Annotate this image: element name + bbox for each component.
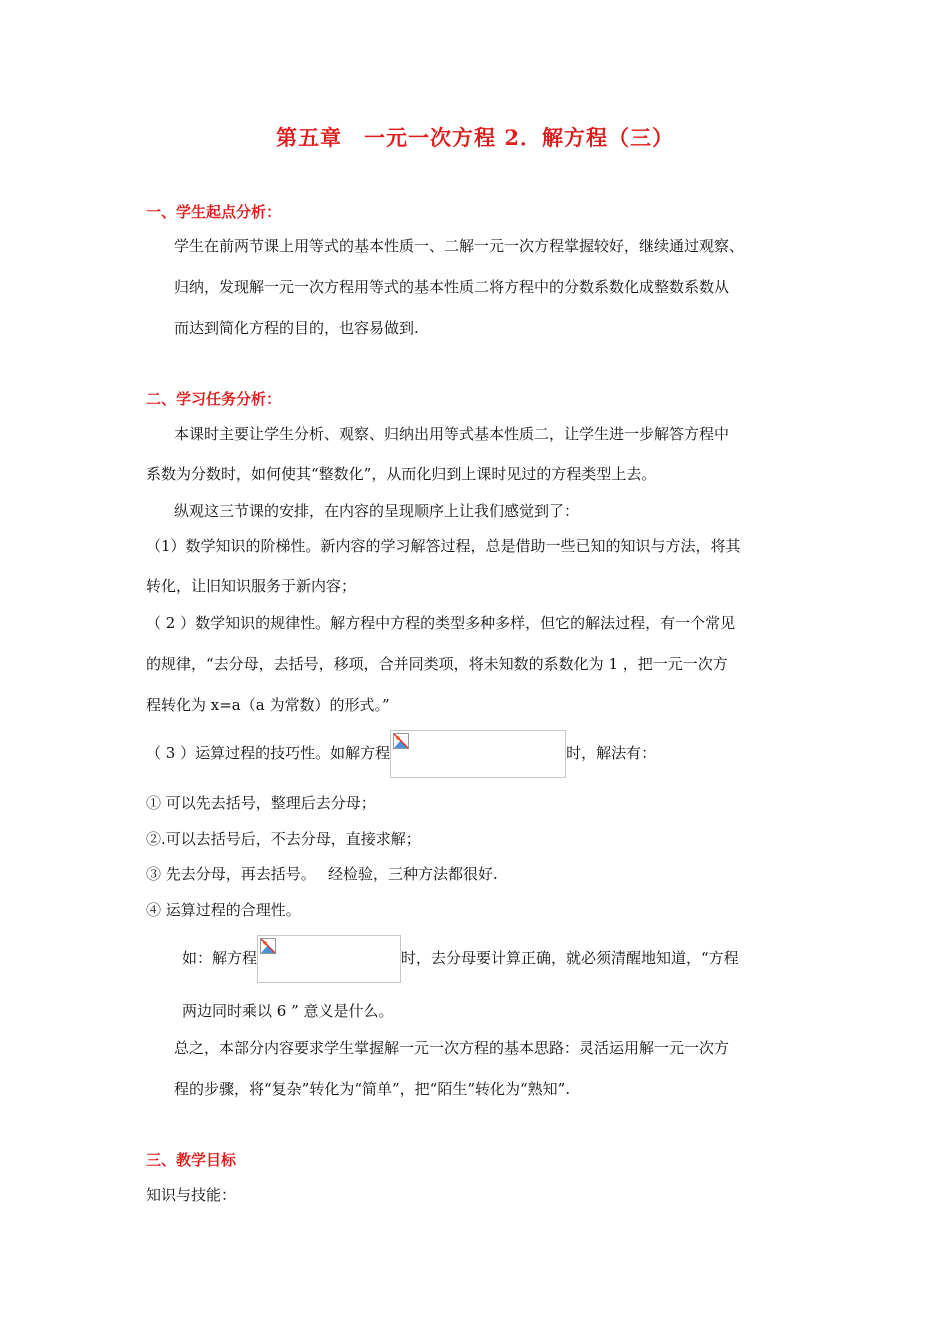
method-line: ① 可以先去括号，整理后去分母； — [146, 794, 376, 812]
paragraph-line: 总之，本部分内容要求学生掌握解一元一次方程的基本思路：灵活运用解一元一次方 — [174, 1039, 730, 1057]
equation-image-placeholder — [257, 935, 401, 983]
example-line — [182, 934, 739, 983]
paragraph-line: 转化，让旧知识服务于新内容； — [146, 577, 357, 595]
paragraph-line: （ 2 ）数学知识的规律性。解方程中方程的类型多种多样，但它的解法过程，有一个常见 — [146, 614, 736, 632]
paragraph-line: 本课时主要让学生分析、观察、归纳出用等式基本性质二，让学生进一步解答方程中 — [174, 425, 730, 443]
section-heading-task-analysis: 二、学习任务分析： — [146, 390, 282, 408]
broken-image-icon — [393, 733, 409, 749]
paragraph-line: 系数为分数时，如何使其“整数化”，从而化归到上课时见过的方程类型上去。 — [146, 465, 657, 483]
equation-image-placeholder — [390, 730, 566, 778]
paragraph-line: （1）数学知识的阶梯性。新内容的学习解答过程，总是借助一些已知的知识与方法，将其 — [146, 537, 741, 555]
method-line: ②.可以去括号后，不去分母，直接求解； — [146, 830, 421, 848]
technique-line — [146, 729, 656, 778]
paragraph-line: 程转化为 x=a（a 为常数）的形式。” — [146, 696, 390, 714]
method-line: ③ 先去分母，再去括号。 经检验，三种方法都很好. — [146, 865, 498, 883]
paragraph-line: 程的步骤，将“复杂”转化为“简单”，把“陌生”转化为“熟知”. — [174, 1080, 571, 1098]
paragraph-line: 纵观这三节课的安排，在内容的呈现顺序上让我们感觉到了： — [174, 502, 580, 520]
paragraph-line: 归纳，发现解一元一次方程用等式的基本性质二将方程中的分数系数化成整数系数从 — [174, 278, 730, 296]
technique-text-after: 时，解法有： — [566, 744, 657, 762]
paragraph-line: 的规律，“去分母，去括号，移项，合并同类项，将未知数的系数化为 1 ，把一元一次方 — [146, 655, 728, 673]
example-text-after: 时，去分母要计算正确，就必须清醒地知道，“方程 — [401, 949, 739, 967]
paragraph-line: 而达到简化方程的目的，也容易做到. — [174, 319, 419, 337]
document-title: 第五章 一元一次方程 2．解方程（三） — [276, 125, 674, 150]
section-heading-teaching-goals: 三、教学目标 — [146, 1151, 237, 1169]
section-heading-student-analysis: 一、学生起点分析： — [146, 203, 282, 221]
subheading-knowledge-skills: 知识与技能： — [146, 1186, 237, 1204]
paragraph-line: 两边同时乘以 6 ” 意义是什么。 — [182, 1002, 394, 1020]
technique-text-before: （ 3 ）运算过程的技巧性。如解方程 — [146, 744, 391, 762]
example-text-before: 如：解方程 — [182, 949, 258, 967]
paragraph-line: 学生在前两节课上用等式的基本性质一、二解一元一次方程掌握较好，继续通过观察、 — [174, 237, 745, 255]
broken-image-icon — [260, 938, 276, 954]
rationality-line: ④ 运算过程的合理性。 — [146, 901, 301, 919]
